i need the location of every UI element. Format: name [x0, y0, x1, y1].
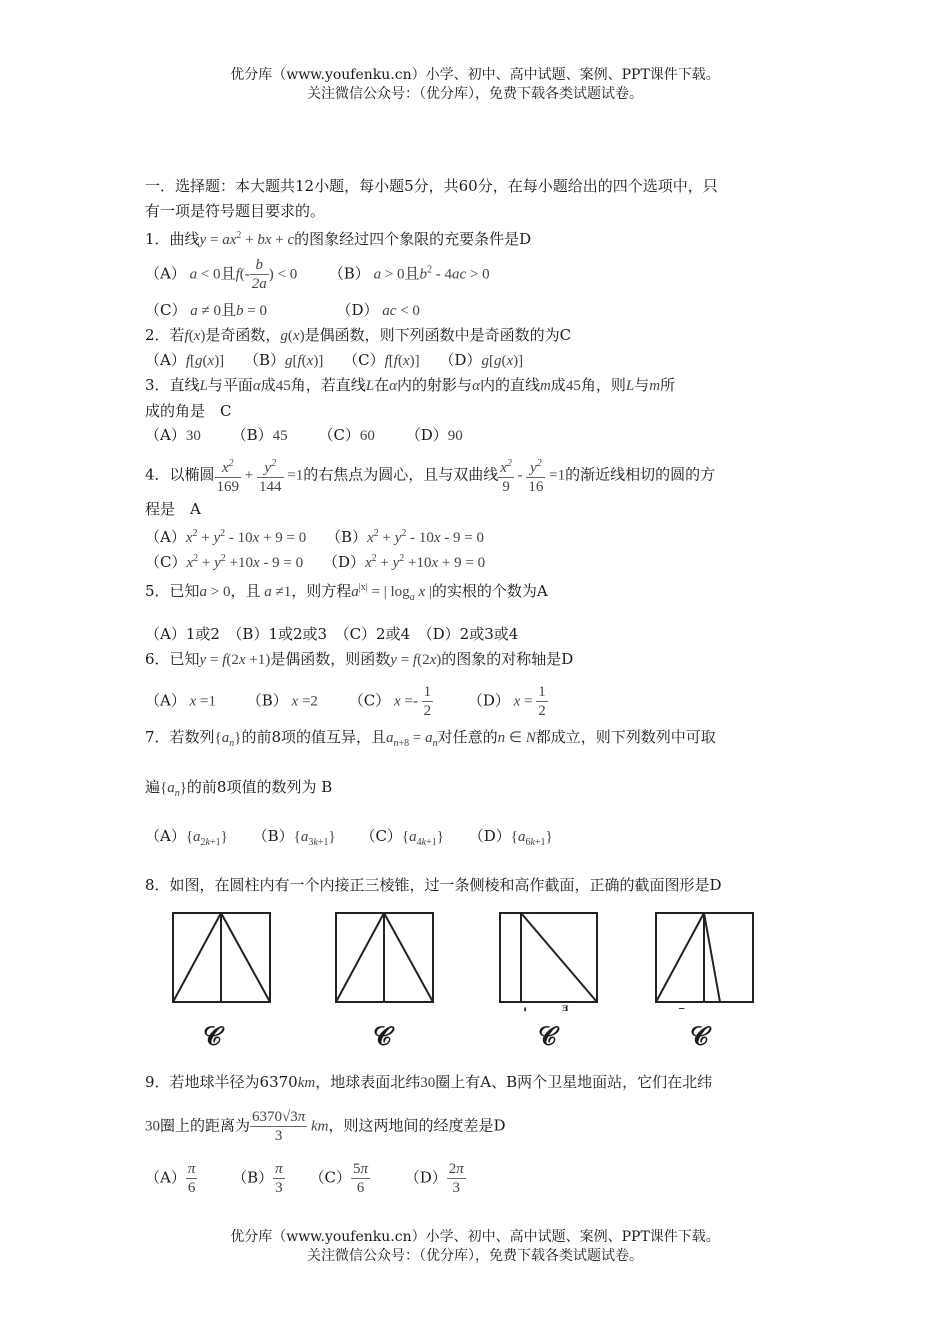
question-8: 8．如图，在圆柱内有一个内接正三棱锥，过一条侧棱和高作截面，正确的截面图形是D: [145, 876, 722, 894]
q9-p2: ，地球表面北纬: [315, 1073, 421, 1091]
stray-mark-2: ᴲ: [562, 1004, 569, 1020]
q9-p1: 9．若地球半径为6370: [145, 1073, 298, 1091]
q7-option-d: （D）: [468, 827, 511, 845]
q5-p4: 的实根的个数为A: [431, 582, 548, 600]
q7-p1: 7．若数列: [145, 728, 215, 746]
q1-a-and: 且: [220, 264, 236, 283]
figure-b: [335, 912, 435, 1004]
q3-val-a: 30: [185, 428, 201, 444]
q9-option-b: （B）: [232, 1168, 274, 1187]
q2-option-a: （A）: [145, 351, 186, 369]
section-heading-line-2: 有一项是符号题目要求的。: [145, 202, 326, 220]
q3-p9: 角，则: [580, 376, 626, 394]
q9-option-d: （D）: [404, 1168, 447, 1187]
q7-line2b: 的前8项值的数列为 B: [186, 778, 333, 796]
q7-p2: 的前8项的值互异，且: [241, 728, 386, 746]
q6-option-d: （D）: [467, 691, 510, 710]
question-5: 5．已知a > 0，且 a ≠1，则方程$a^{|x|}$ = | $\log_a x$ |的实根的个数为A: [145, 582, 548, 603]
figure-c-label: 𝒞: [538, 1022, 553, 1052]
q5-p1: 5．已知: [145, 582, 200, 600]
q3-p7: 内的直线: [479, 376, 540, 394]
stray-mark-3: ⁻: [678, 1004, 686, 1020]
q9-line-2: 30圈上的距离为 $\frac{6370√3\pi}{3}$ km，则这两地间的经度差是D: [145, 1109, 506, 1144]
q4-line-2: 程是 A: [145, 500, 201, 518]
q3-option-a: （A）: [145, 426, 186, 444]
q3-p1: 3．直线: [145, 376, 200, 394]
q7-option-b: （B）: [252, 827, 294, 845]
q5-p2: ，且: [230, 582, 261, 600]
q7-line-2: 遍$\{a_n\}$的前8项值的数列为 B: [145, 778, 333, 799]
q6-p1: 6．已知: [145, 650, 200, 668]
q3-p10: 与: [634, 376, 650, 394]
question-1: 1．曲线$y = ax^2$ + bx + c的图象经过四个象限的充要条件是D: [145, 230, 532, 248]
page-footer: [0, 1228, 950, 1266]
q3-options: [145, 425, 463, 446]
q4-option-a: （A）: [145, 528, 186, 546]
q9-options: （A） $\frac{\pi}{6}$ （B） $\frac{\pi}{3}$ （C） $\frac{5\pi}{6}$ （D） $\frac{2\pi}{3}$: [145, 1161, 464, 1196]
q1-option-b: （B）: [328, 264, 370, 283]
q3-option-d: （D）: [405, 426, 448, 444]
q4-option-c: （C）: [145, 553, 187, 571]
q6-p2: 是偶函数，则函数: [270, 650, 391, 668]
question-7: 7．若数列$\{a_n\}$的前8项的值互异，且$a_{n+8} = a_n$对任意的n ∈ N都成立，则下列数列中可取: [145, 728, 716, 749]
q2-option-d: （D）: [439, 351, 482, 369]
q4-options-ab: $(A)x^2 + y^2 - 10x + 9 = 0$ $(B)x^2 + y^2 - 10x - 9 = 0$: [145, 528, 485, 546]
q2-text-b: 是奇函数，: [205, 326, 281, 344]
q5-p3: ，则方程: [291, 582, 352, 600]
q6-option-b: （B）: [246, 691, 288, 710]
q3-option-b: （B）: [231, 426, 273, 444]
header-line-2: 关注微信公众号：（优分库），免费下载各类试题试卷。: [307, 86, 643, 102]
question-6: 6．已知y = f(2x +1)是偶函数，则函数y = f(2x)的图象的对称轴是D: [145, 650, 574, 668]
q1-suffix: 的图象经过四个象限的充要条件是D: [294, 230, 532, 248]
q6-options: （A） x =1 （B） x =2 （C） x =- $\frac{1}{2}$ （D） x = $\frac{1}{2}$: [145, 684, 546, 719]
q1-options-cd: （C） a ≠ 0且b = 0 （D） ac < 0: [145, 301, 420, 319]
q9-option-c: （C）: [309, 1168, 351, 1187]
q4-options-cd: $(C)x^2 + y^2 +10x - 9 = 0$ $(D)x^2 + y^2 +10x + 9 = 0$: [145, 553, 486, 571]
q2-text-c: 是偶函数，则下列函数中是奇函数的为C: [304, 326, 572, 344]
figure-a-label: 𝒞: [203, 1022, 218, 1052]
question-2: 2．若f(x)是奇函数，g(x)是偶函数，则下列函数中是奇函数的为C: [145, 326, 572, 344]
q6-option-a: （A）: [145, 691, 186, 710]
q7-option-c: （C）: [360, 827, 402, 845]
q3-p8: 成: [550, 376, 566, 394]
q8-figures: [170, 912, 770, 1012]
page-header: [0, 66, 950, 104]
q1-prefix: 1．曲线: [145, 230, 200, 248]
q4-p2: 的右焦点为圆心，且与双曲线: [303, 465, 499, 484]
figure-d-label: 𝒞: [690, 1022, 705, 1052]
q2-option-c: （C）: [343, 351, 385, 369]
q7-line2a: 遍: [145, 778, 161, 796]
footer-line-2: 关注微信公众号：（优分库），免费下载各类试题试卷。: [307, 1248, 643, 1264]
q9-line2b: ，则这两地间的经度差是D: [328, 1116, 506, 1135]
q3-p6: 内的射影与: [397, 376, 473, 394]
q1-options-ab: （A） a < 0且f(- $\frac{b}{2a}$ ) < 0 （B） a > 0且$b^2 - 4ac > 0$: [145, 257, 490, 292]
question-9: 9．若地球半径为6370km，地球表面北纬30圈上有A、B两个卫星地面站，它们在北纬: [145, 1073, 713, 1091]
q9-p3: 圈上有A、B两个卫星地面站，它们在北纬: [435, 1073, 713, 1091]
q3-p4: 角，若直线: [290, 376, 366, 394]
figure-a: [172, 912, 272, 1004]
q3-val-b: 45: [272, 428, 288, 444]
q3-p11: 所: [660, 376, 676, 394]
q1-c-and: 且: [220, 301, 236, 319]
q2-option-b: （B）: [243, 351, 285, 369]
q1-option-a: （A）: [145, 264, 186, 283]
q9-option-a: （A）: [145, 1168, 186, 1187]
q4-p1: 4．以椭圆: [145, 465, 215, 484]
figure-b-label: 𝒞: [373, 1022, 388, 1052]
q4-option-d: （D）: [322, 553, 365, 571]
footer-line-1: 优分库（www.youfenku.cn）小学、初中、高中试题、案例、PPT课件下载。: [230, 1229, 720, 1245]
q3-val-c: 60: [359, 428, 375, 444]
section-heading-line-1: 一．选择题：本大题共12小题，每小题5分，共60分，在每小题给出的四个选项中，只: [145, 177, 718, 195]
stray-mark-1: ': [523, 1006, 528, 1022]
figure-c: [499, 912, 599, 1004]
q3-p3: 成: [260, 376, 276, 394]
q6-option-c: （C）: [348, 691, 391, 710]
question-4: 4．以椭圆 $\frac{x^2}{169}$ + $\frac{y^2}{144}$ =1的右焦点为圆心，且与双曲线 $\frac{x^2}{9}$ - $\frac{y^2}{16}$ =1的渐近线相切的圆的方: [145, 455, 715, 496]
q4-p3: 的渐近线相切的圆的方: [565, 465, 716, 484]
header-line-1: 优分库（www.youfenku.cn）小学、初中、高中试题、案例、PPT课件下载。: [230, 67, 720, 83]
q7-option-a: （A）: [145, 827, 186, 845]
q3-option-c: （C）: [318, 426, 360, 444]
q9-line2a: 圈上的距离为: [160, 1116, 251, 1135]
q3-p5: 在: [374, 376, 390, 394]
q3-line-2: 成的角是 C: [145, 402, 232, 420]
figure-d: [655, 912, 755, 1004]
q7-p3: 对任意的: [437, 728, 498, 746]
q5-options: （A）1或2 （B）1或2或3 （C）2或4 （D）2或3或4: [145, 625, 519, 643]
q3-p2: 与平面: [207, 376, 253, 394]
q7-p4: 都成立，则下列数列中可取: [535, 728, 716, 746]
q7-options: $(A)\{a_{2k+1}\}$ $(B)\{a_{3k+1}\}$ $(C)\{a_{4k+1}\}$ $(D)\{a_{6k+1}\}$: [145, 827, 553, 848]
q3-val-d: 90: [447, 428, 463, 444]
question-3: 3．直线L与平面α成45角，若直线L在α内的射影与α内的直线m成45角，则L与m所: [145, 376, 676, 394]
q1-option-c: （C）: [145, 301, 187, 319]
q1-option-d: （D）: [336, 301, 379, 319]
q1-b-and: 且: [404, 264, 420, 283]
q2-options: （A）f[g(x)] （B）g[f(x)] （C）f[f(x)] （D）g[g(x)]: [145, 351, 524, 369]
q2-text-a: 2．若: [145, 326, 185, 344]
q6-p3: 的图象的对称轴是D: [441, 650, 574, 668]
q4-option-b: （B）: [326, 528, 368, 546]
